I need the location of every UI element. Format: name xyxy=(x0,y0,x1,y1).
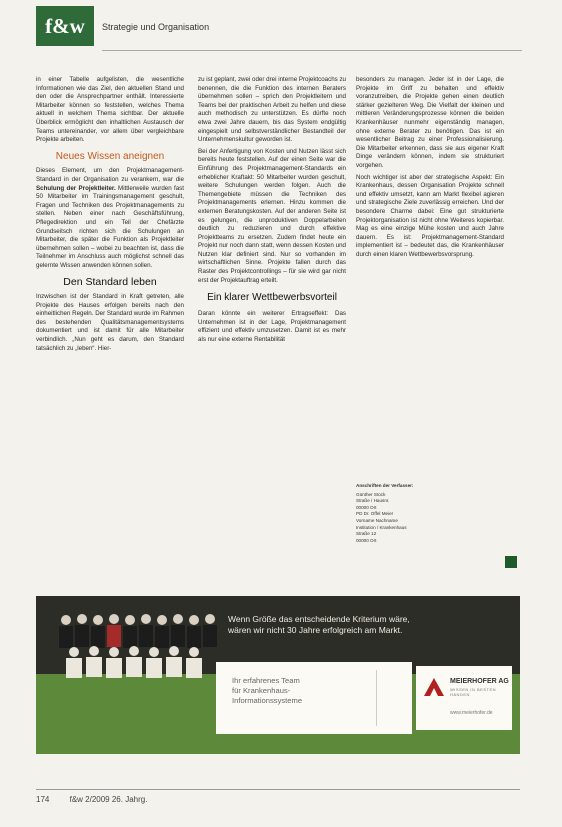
ad-card-divider xyxy=(376,670,377,726)
text-column-1 xyxy=(36,76,184,356)
end-marker-square xyxy=(505,556,517,568)
text-column-3 xyxy=(356,76,504,262)
address-line: Straße / Hausnr. xyxy=(356,498,390,504)
address-line: Institution / Krankenhaus xyxy=(356,524,407,530)
page-footer xyxy=(36,795,165,804)
ad-headline: Wenn Größe das entscheidende Kriterium wäre, wären wir nicht 30 Jahre erfolgreich am Markt. xyxy=(228,614,410,635)
author-addresses xyxy=(356,483,506,544)
meierhofer-logo-box[interactable] xyxy=(416,666,512,730)
paragraph: Inzwischen ist der Standard in Kraft getreten, alle Projekte des Hauses erfolgen bereits nach den einheitlichen Regeln. Der Standard wurde im Rahmen des bestehenden Qualitätsmanagementsystems dokumentiert und ist damit für alle Mitarbeiter verbindlich. „Nun geht es darum, den Standard tatsächlich zu „leben“. Hier- xyxy=(36,293,184,352)
address-line: Günther Stock xyxy=(356,491,386,497)
meierhofer-logo-icon xyxy=(422,676,446,698)
paragraph: Dieses Element, um den Projektmanagement-Standard in der Organisation zu verankern, war die Schulung der Projektleiter. Mittlerweile wurden fast 50 Mitarbeiter im Trainingsmanagement geschult, Fragen und Techniken des Projektmanagements zu stellen. Neben einer nach Geschäftsführung, Pflegedirektion und ein Teil der Chefärzte Grundseitsch richten sich die Schulungen an Mitarbeiter, die später die Funktion als Projektleiter übernehmen sollen – wobei zu beachten ist, dass die Teilnehmer im Anschluss auch möglichst schnell das gelernte Wissen anwenden können sollen. xyxy=(36,167,184,269)
ad-tagline: WISSEN IN BESTEN HÄNDEN xyxy=(450,687,497,697)
paragraph: Noch wichtiger ist aber der strategische Aspekt: Ein Krankenhaus, dessen Organisation Projekte schnell und effektiv umsetzt, kann am Markt flexibel agieren und strategische Ziele zuverlässig erreichen. Und der besondere Charme dabei: Eine gut strukturierte Projektorganisation ist nicht ohne Weiteres kopierbar. Mag es eine einzige Mühe kosten und auch Jahre dauern. Es ist: Projektmanagement-Standard implementiert ist – bedeutet das, die Krankenhäuser durch einen klaren Wettbewerbsvorsprung. xyxy=(356,173,504,258)
footer-divider xyxy=(36,789,520,790)
paragraph: Daran könnte ein weiterer Ertragseffekt: Das Unternehmen ist in der Lage, Projektmanagement effizient und effektiv umzusetzen. Damit ist es mehr als nur eine externe Rentabilität xyxy=(198,310,346,344)
header-divider xyxy=(102,50,522,51)
ad-url-link[interactable]: www.meierhofer.de xyxy=(450,710,493,716)
page-header xyxy=(36,6,526,48)
address-line: Vorname Nachname xyxy=(356,517,398,523)
subheading-standard-leben: Den Standard leben xyxy=(63,276,157,289)
address-line: Straße 12 xyxy=(356,531,377,537)
magazine-logo: f&w xyxy=(36,6,94,46)
text-column-2 xyxy=(198,76,346,348)
address-line: PD Dr. Offel Meier xyxy=(356,511,394,517)
ad-card-text: Ihr erfahrenes Team für Krankenhaus- Informationssysteme xyxy=(232,676,303,705)
football-team-photo xyxy=(54,610,224,682)
paragraph: Bei der Anfertigung von Kosten und Nutzen lässt sich bereits heute feststellen. Auf der einen Seite war die Einführung des Projektmanagement-Standards ein erheblicher Kraftakt: 50 Mitarbeiter wurden geschult, weitere Schulungen werden folgen. Auch die Themengebiete müssen die Techniken des Projektmanagements erlernen. Hinzu kommen die externen Beratungskosten. Auf der anderen Seite ist es gelungen, die unproduktiven Doppelarbeiten deutlich zu reduzieren und durch effektive Projektteams zu ersetzen. Zudem findet heute ein Projekt nur noch dann statt, wenn dessen Kosten und Nutzen klar definiert sind. Nur so vorhanden im wirtschaftlichen Sinne. Projekte fallen durch das Raster des Projektcontrollings – für sie wird gar nicht erst der Projektauftrag erteilt. xyxy=(198,147,346,284)
paragraph: in einer Tabelle aufgelisten, die wesentliche Informationen wie das Ziel, den aktuellen Stand und den oder die Ansprechpartner enthält. Interessierte Mitarbeiter können so feststellen, welches Thema aktuell in welchem Thema sichtbar. Der aktuelle Überblick ermöglicht den inhaltlichen Austausch der Teams untereinander, vor allem über vergleichbare Projekte arbeiten. xyxy=(36,76,184,144)
paragraph: besonders zu managen. Jeder ist in der Lage, die Projekte im Griff zu behalten und effektiv voranzutreiben, die Projekte gehen einen deutlich stärker gezielteren Weg. Die Vielfalt der kleinen und mittleren Veränderungsprozesse können die beiden Krankenhäuser nunmehr eigenständig managen, ohne externe Berater zu benötigen. Das ist ein wesentlicher Beitrag zu einer Professionalisierung. Die Mitarbeiter erkennen, dass sie aus eigener Kraft Dinge verändern können, indem sie strukturiert vorgehen. xyxy=(356,76,504,169)
section-title: Strategie und Organisation xyxy=(102,22,210,32)
ad-text-card xyxy=(216,662,412,734)
author-addresses-title: Anschriften der Verfasser: xyxy=(356,483,414,488)
page-number: 174 xyxy=(36,795,50,804)
issue-info: f&w 2/2009 26. Jahrg. xyxy=(69,795,148,804)
bold-phrase: Schulung der Projektleiter. xyxy=(36,184,116,192)
subheading-wettbewerbsvorteil: Ein klarer Wettbewerbsvorteil xyxy=(207,292,337,304)
advertisement[interactable] xyxy=(36,596,520,754)
subheading-neues-wissen: Neues Wissen aneignen xyxy=(55,150,165,162)
ad-brand-name: MEIERHOFER AG xyxy=(450,678,509,685)
paragraph: zu ist geplant, zwei oder drei interne Projektcoachs zu benennen, die die Funktion des internen Beraters übernehmen sollen – sprich den Projektleitern und Teams bei der praktischen Arbeit zu helfen und diese auch methodisch zu unterstützen. Es dürfte noch etwa zwei Jahre dauern, bis das System endgültig eingespielt und selbstverständlicher Bestandteil der Unternehmenskultur geworden ist. xyxy=(198,76,346,144)
address-line: 00000 Ort xyxy=(356,504,377,510)
address-line: 00000 Ort xyxy=(356,537,377,543)
